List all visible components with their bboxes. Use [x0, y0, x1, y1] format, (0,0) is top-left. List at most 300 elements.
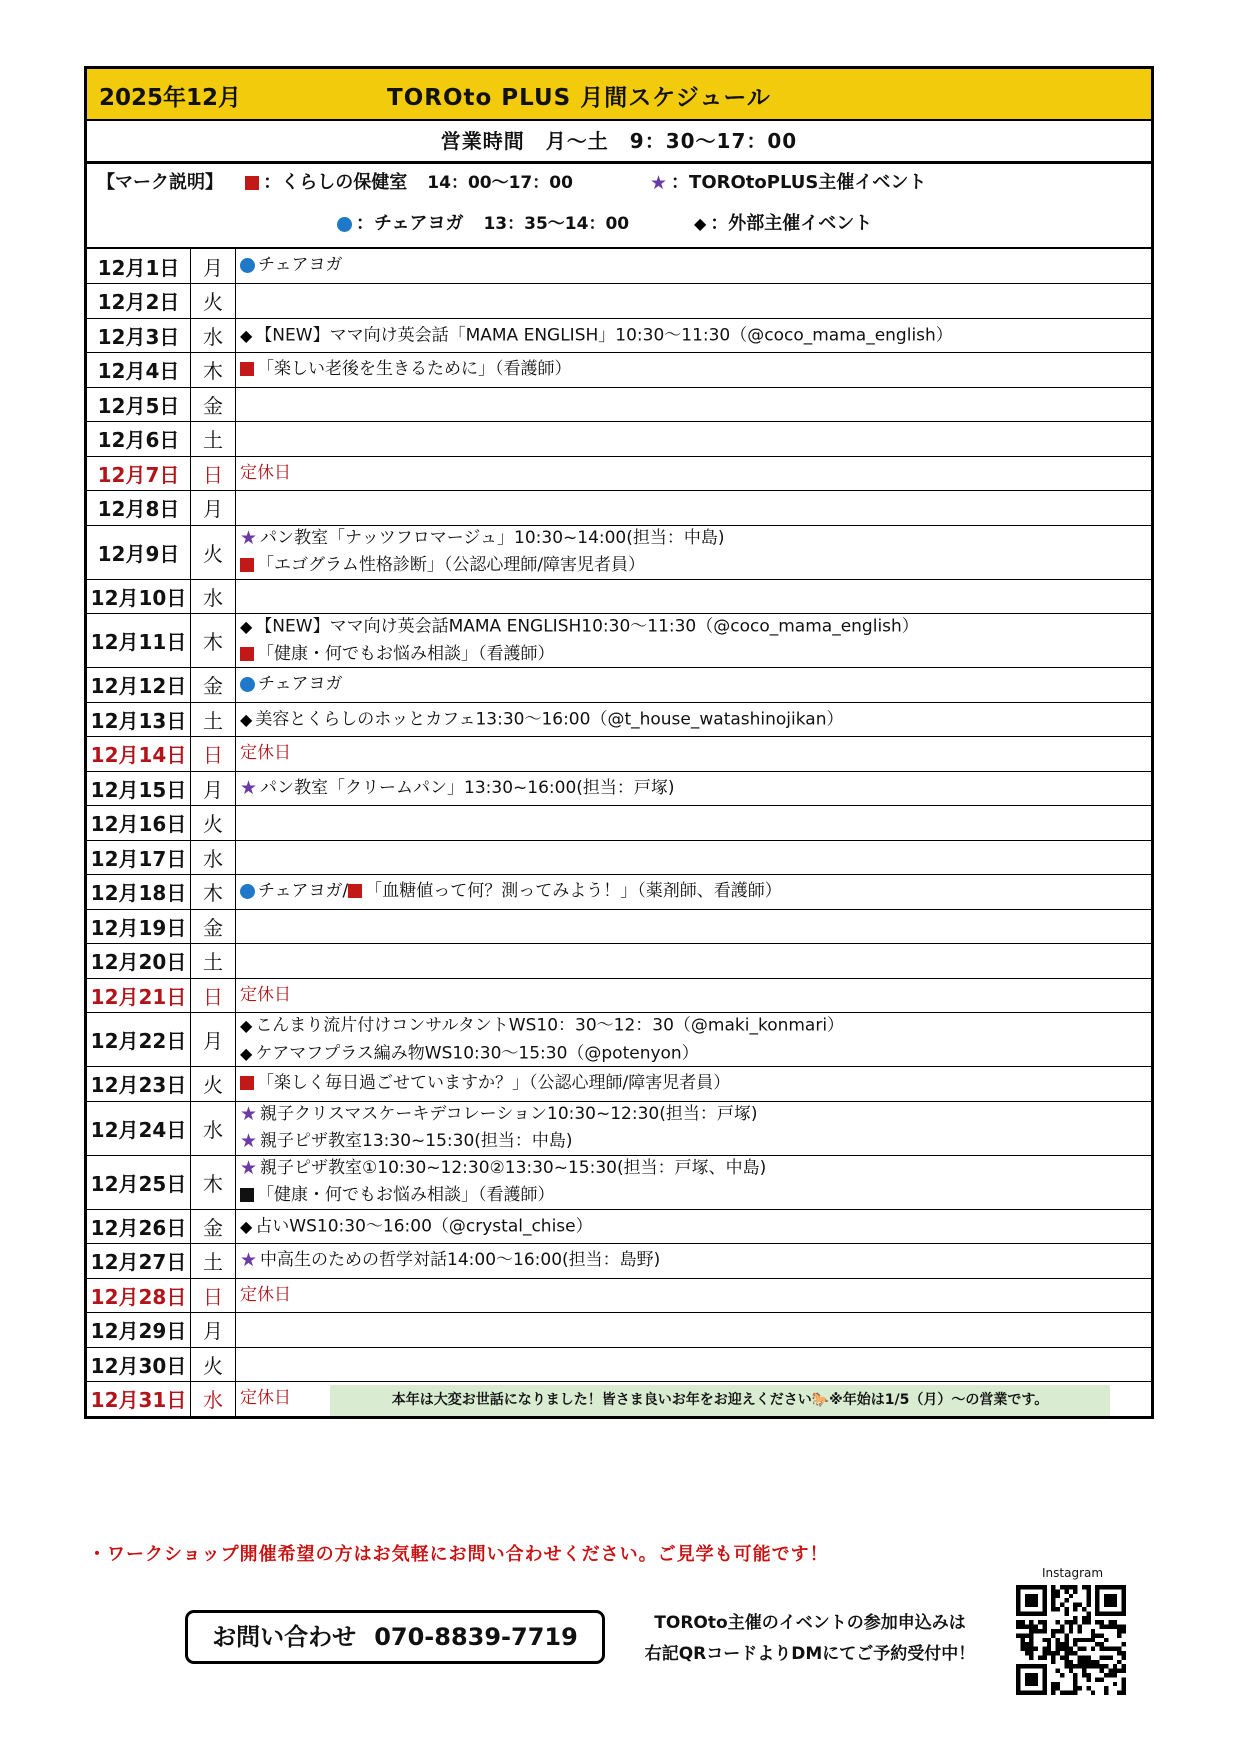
qr-module [1117, 1669, 1121, 1673]
event-text: 定休日 [240, 984, 291, 1005]
event-text: 「血糖値って何？測ってみよう！」（薬剤師、看護師） [365, 881, 782, 901]
qr-module [1086, 1594, 1090, 1598]
qr-module [1113, 1682, 1117, 1686]
qr-module [1073, 1691, 1077, 1695]
table-row [87, 525, 1151, 579]
qr-module [1051, 1651, 1055, 1655]
diamond-icon: ◆ [240, 1043, 253, 1063]
qr-module [1064, 1611, 1068, 1615]
qr-module [1060, 1585, 1064, 1589]
star-icon: ★ [240, 1103, 258, 1125]
qr-module [1122, 1642, 1126, 1646]
event-item [240, 740, 1151, 767]
diamond-icon: ◆ [240, 1216, 253, 1236]
event-text: 「楽しい老後を生きるために」（看護師） [257, 359, 572, 379]
table-row [87, 978, 1151, 1013]
row-events [236, 614, 1151, 667]
event-item [240, 1282, 1151, 1309]
qr-module [1073, 1651, 1077, 1655]
row-date: 12月28日 [87, 1279, 191, 1313]
row-weekday: 火 [191, 526, 236, 579]
row-events [236, 703, 1151, 737]
qr-module [1091, 1647, 1095, 1651]
qr-module [1020, 1647, 1024, 1651]
row-events [236, 841, 1151, 875]
row-events [236, 1156, 1151, 1209]
row-date: 12月9日 [87, 526, 191, 579]
row-events [236, 1102, 1151, 1155]
table-row [87, 456, 1151, 491]
legend-chair-yoga-time: 13：35～14：00 [483, 214, 630, 234]
event-item [240, 878, 1151, 905]
qr-module [1108, 1673, 1112, 1677]
qr-module [1038, 1629, 1042, 1633]
star-icon: ★ [240, 527, 258, 549]
qr-module [1086, 1603, 1090, 1607]
row-weekday: 金 [191, 1210, 236, 1244]
table-row [87, 874, 1151, 909]
table-row [87, 249, 1151, 283]
qr-module [1051, 1603, 1055, 1607]
qr-module [1073, 1585, 1077, 1589]
qr-module [1051, 1598, 1055, 1602]
row-events [236, 526, 1151, 579]
legend-row-1 [97, 171, 573, 195]
table-row [87, 318, 1151, 353]
legend-external-event: ：外部主催イベント [710, 213, 873, 234]
qr-module [1082, 1620, 1086, 1624]
qr-module [1064, 1691, 1068, 1695]
table-row [87, 1381, 1151, 1416]
qr-module [1091, 1691, 1095, 1695]
qr-module [1051, 1691, 1055, 1695]
qr-module [1051, 1660, 1055, 1664]
qr-module [1104, 1647, 1108, 1651]
qr-module [1069, 1625, 1073, 1629]
qr-module [1042, 1638, 1046, 1642]
event-item [240, 552, 1151, 579]
qr-module [1086, 1585, 1090, 1589]
qr-module [1051, 1594, 1055, 1598]
event-item [240, 1128, 1151, 1155]
row-date: 12月16日 [87, 806, 191, 840]
event-text: パン教室「クリームパン」13:30~16:00(担当：戸塚) [260, 777, 675, 798]
qr-module [1060, 1629, 1064, 1633]
qr-module [1117, 1647, 1121, 1651]
qr-module [1064, 1638, 1068, 1642]
row-weekday: 水 [191, 319, 236, 353]
table-row [87, 613, 1151, 667]
year-month: 2025年12月 [99, 85, 242, 111]
legend-row-2 [337, 212, 629, 236]
qr-module [1082, 1647, 1086, 1651]
qr-module [1056, 1651, 1060, 1655]
row-date: 12月3日 [87, 319, 191, 353]
row-date: 12月7日 [87, 457, 191, 491]
qr-module [1100, 1647, 1104, 1651]
qr-module [1064, 1585, 1068, 1589]
qr-module [1051, 1589, 1055, 1593]
table-row [87, 943, 1151, 978]
event-text: 美容とくらしのホッとカフェ13:30～16:00（@t_house_watashinojikan） [255, 709, 844, 729]
qr-module [1108, 1647, 1112, 1651]
qr-module [1020, 1625, 1024, 1629]
qr-module [1056, 1682, 1060, 1686]
info-line-1: TOROto主催のイベントの参加申込みは [654, 1613, 966, 1633]
row-weekday: 木 [191, 614, 236, 667]
qr-module [1025, 1647, 1029, 1651]
qr-module [1029, 1638, 1033, 1642]
event-text: 親子クリスマスケーキデコレーション10:30~12:30(担当：戸塚) [260, 1104, 758, 1124]
qr-module [1104, 1664, 1108, 1668]
qr-module [1020, 1633, 1024, 1637]
business-hours: 営業時間 月～土 9：30～17：00 [87, 121, 1151, 164]
star-icon: ★ [240, 1130, 258, 1152]
table-row [87, 1012, 1151, 1066]
qr-module [1029, 1651, 1033, 1655]
qr-module [1020, 1620, 1024, 1624]
qr-module [1082, 1585, 1086, 1589]
row-date: 12月13日 [87, 703, 191, 737]
qr-module [1100, 1677, 1104, 1681]
legend-own-event: ：TOROtoPLUS主催イベント [671, 172, 927, 193]
event-text: チェアヨガ [258, 674, 343, 694]
event-item [240, 671, 1151, 698]
row-date: 12月6日 [87, 422, 191, 456]
event-text: 定休日 [240, 743, 291, 763]
qr-module [1025, 1642, 1029, 1646]
row-events [236, 1244, 1151, 1278]
qr-module [1060, 1642, 1064, 1646]
qr-module [1104, 1625, 1108, 1629]
table-row [87, 702, 1151, 737]
qr-module [1060, 1647, 1064, 1651]
row-date: 12月25日 [87, 1156, 191, 1209]
dot-icon [337, 217, 352, 232]
qr-module [1051, 1585, 1055, 1589]
qr-module [1086, 1638, 1090, 1642]
qr-module [1073, 1607, 1077, 1611]
qr-module [1025, 1594, 1038, 1607]
event-text: 定休日 [240, 1284, 291, 1305]
row-weekday: 水 [191, 841, 236, 875]
legend-label: 【マーク説明】 [97, 172, 223, 193]
qr-module [1082, 1673, 1086, 1677]
row-date: 12月2日 [87, 284, 191, 318]
table-row [87, 1278, 1151, 1313]
qr-module [1042, 1651, 1046, 1655]
event-item [240, 1247, 1151, 1274]
qr-module [1086, 1616, 1090, 1620]
qr-module [1042, 1625, 1046, 1629]
qr-module [1122, 1629, 1126, 1633]
qr-module [1042, 1647, 1046, 1651]
qr-module [1051, 1629, 1055, 1633]
row-weekday: 月 [191, 772, 236, 806]
row-weekday: 水 [191, 580, 236, 614]
qr-module [1117, 1691, 1121, 1695]
row-date: 12月30日 [87, 1348, 191, 1382]
year-end-greeting: 本年は大変お世話になりました！皆さま良いお年をお迎えください🐎※年始は1/5（月）～の営業です。 [330, 1385, 1110, 1416]
qr-module [1029, 1629, 1033, 1633]
row-events [236, 491, 1151, 525]
table-row [87, 490, 1151, 525]
row-date: 12月31日 [87, 1382, 191, 1416]
dot-icon [240, 258, 255, 273]
row-date: 12月19日 [87, 910, 191, 944]
qr-module [1073, 1589, 1077, 1593]
qr-module [1100, 1620, 1104, 1624]
qr-module [1091, 1638, 1095, 1642]
qr-module [1100, 1669, 1104, 1673]
row-weekday: 水 [191, 1102, 236, 1155]
qr-module [1029, 1642, 1033, 1646]
qr-module [1073, 1682, 1077, 1686]
row-date: 12月14日 [87, 737, 191, 771]
qr-module [1122, 1686, 1126, 1690]
qr-module [1122, 1677, 1126, 1681]
qr-module [1078, 1647, 1082, 1651]
event-item [240, 982, 1151, 1009]
table-row [87, 1155, 1151, 1209]
qr-module [1060, 1625, 1064, 1629]
table-row [87, 1312, 1151, 1347]
table-row [87, 579, 1151, 614]
qr-module [1064, 1589, 1068, 1593]
row-events [236, 580, 1151, 614]
event-item [240, 525, 1151, 552]
row-events [236, 979, 1151, 1013]
row-date: 12月18日 [87, 875, 191, 909]
qr-module [1113, 1664, 1117, 1668]
qr-module [1108, 1620, 1112, 1624]
row-date: 12月5日 [87, 388, 191, 422]
qr-module [1025, 1673, 1038, 1686]
row-weekday: 土 [191, 944, 236, 978]
table-row [87, 1066, 1151, 1101]
qr-module [1056, 1629, 1060, 1633]
qr-module [1082, 1664, 1086, 1668]
qr-module [1086, 1611, 1090, 1615]
diamond-icon: ◆ [240, 709, 253, 729]
row-weekday: 日 [191, 737, 236, 771]
row-date: 12月11日 [87, 614, 191, 667]
row-weekday: 土 [191, 703, 236, 737]
qr-module [1047, 1651, 1051, 1655]
star-icon: ★ [240, 1157, 258, 1179]
qr-module [1020, 1638, 1024, 1642]
page-title: TOROto PLUS 月間スケジュール [387, 85, 771, 111]
qr-module [1100, 1642, 1104, 1646]
table-row [87, 736, 1151, 771]
contact-label: お問い合わせ [212, 1623, 357, 1651]
qr-module [1086, 1677, 1090, 1681]
dot-icon [240, 677, 255, 692]
row-events [236, 737, 1151, 771]
qr-module [1038, 1655, 1042, 1659]
row-events [236, 875, 1151, 909]
row-events [236, 1013, 1151, 1066]
event-text: 【NEW】ママ向け英会話「MAMA ENGLISH」10:30～11:30（@coco_mama_english） [255, 325, 953, 345]
qr-module [1069, 1620, 1073, 1624]
event-text: チェアヨガ/ [258, 881, 349, 901]
qr-module [1056, 1642, 1060, 1646]
qr-module [1064, 1620, 1068, 1624]
table-row [87, 1101, 1151, 1155]
qr-module [1056, 1686, 1060, 1690]
legend-own-event-row [650, 171, 926, 195]
qr-module [1064, 1598, 1068, 1602]
qr-module [1069, 1691, 1073, 1695]
qr-module [1104, 1686, 1108, 1690]
row-events [236, 1067, 1151, 1101]
row-events [236, 1210, 1151, 1244]
row-date: 12月27日 [87, 1244, 191, 1278]
qr-module [1122, 1691, 1126, 1695]
event-text: 親子ピザ教室①10:30~12:30②13:30~15:30(担当：戸塚、中島) [260, 1158, 767, 1178]
instagram-label: Instagram [1042, 1566, 1104, 1580]
row-events [236, 806, 1151, 840]
qr-module [1069, 1669, 1073, 1673]
qr-module [1060, 1655, 1064, 1659]
table-row [87, 667, 1151, 702]
event-text: 「楽しく毎日過ごせていますか？」（公認心理師/障害児者員） [257, 1073, 731, 1093]
row-date: 12月10日 [87, 580, 191, 614]
title-bar [87, 69, 1151, 121]
row-events [236, 1279, 1151, 1313]
event-text: 親子ピザ教室13:30~15:30(担当：中島) [260, 1131, 573, 1151]
qr-module [1038, 1620, 1042, 1624]
qr-module [1029, 1620, 1033, 1624]
row-events [236, 1313, 1151, 1347]
row-weekday: 金 [191, 388, 236, 422]
qr-module [1029, 1647, 1033, 1651]
row-weekday: 火 [191, 1348, 236, 1382]
row-date: 12月20日 [87, 944, 191, 978]
diamond-icon: ◆ [240, 1016, 253, 1035]
qr-module [1117, 1660, 1121, 1664]
table-row [87, 387, 1151, 422]
row-weekday: 日 [191, 979, 236, 1013]
table-row [87, 283, 1151, 318]
row-date: 12月15日 [87, 772, 191, 806]
event-item [240, 1101, 1151, 1128]
qr-module [1104, 1655, 1108, 1659]
row-events [236, 422, 1151, 456]
row-date: 12月22日 [87, 1013, 191, 1066]
qr-module [1078, 1655, 1082, 1659]
event-item [240, 252, 1151, 279]
legend-health-room: ：くらしの保健室 [263, 172, 408, 193]
qr-module [1117, 1629, 1121, 1633]
qr-module [1082, 1616, 1086, 1620]
diamond-icon: ◆ [240, 325, 253, 345]
row-weekday: 土 [191, 422, 236, 456]
qr-module [1051, 1655, 1055, 1659]
square-icon [240, 1076, 254, 1090]
row-date: 12月4日 [87, 353, 191, 387]
qr-module [1073, 1677, 1077, 1681]
qr-module [1100, 1664, 1104, 1668]
qr-module [1113, 1647, 1117, 1651]
qr-module [1029, 1625, 1033, 1629]
qr-module [1047, 1642, 1051, 1646]
qr-module [1122, 1655, 1126, 1659]
qr-module [1064, 1607, 1068, 1611]
row-weekday: 月 [191, 1013, 236, 1066]
qr-module [1122, 1651, 1126, 1655]
row-weekday: 土 [191, 1244, 236, 1278]
table-row [87, 909, 1151, 944]
qr-module [1060, 1691, 1064, 1695]
qr-module [1082, 1638, 1086, 1642]
qr-module [1064, 1642, 1068, 1646]
qr-module [1078, 1664, 1082, 1668]
row-date: 12月12日 [87, 668, 191, 702]
qr-module [1056, 1594, 1060, 1598]
table-row [87, 1347, 1151, 1382]
qr-module [1042, 1629, 1046, 1633]
qr-module [1020, 1642, 1024, 1646]
contact-box [185, 1610, 605, 1664]
qr-module [1069, 1651, 1073, 1655]
qr-module [1073, 1616, 1077, 1620]
table-row [87, 771, 1151, 806]
table-row [87, 352, 1151, 387]
qr-module [1091, 1660, 1095, 1664]
qr-module [1056, 1589, 1060, 1593]
event-item [240, 775, 1151, 802]
row-weekday: 日 [191, 457, 236, 491]
qr-module [1078, 1629, 1082, 1633]
qr-module [1086, 1664, 1090, 1668]
qr-module [1069, 1629, 1073, 1633]
qr-module [1104, 1691, 1108, 1695]
qr-module [1064, 1633, 1068, 1637]
row-events [236, 284, 1151, 318]
qr-module [1073, 1638, 1077, 1642]
qr-module [1078, 1686, 1082, 1690]
qr-module [1100, 1633, 1104, 1637]
qr-module [1051, 1633, 1055, 1637]
qr-module [1073, 1642, 1077, 1646]
qr-module [1086, 1598, 1090, 1602]
row-events [236, 772, 1151, 806]
qr-module [1047, 1638, 1051, 1642]
qr-module [1064, 1655, 1068, 1659]
event-text: 中高生のための哲学対話14:00～16:00(担当：島野) [260, 1250, 661, 1270]
row-date: 12月29日 [87, 1313, 191, 1347]
qr-module [1069, 1594, 1073, 1598]
qr-module [1086, 1620, 1090, 1624]
qr-module [1113, 1625, 1117, 1629]
event-item [240, 1155, 1151, 1182]
qr-module [1091, 1629, 1095, 1633]
qr-module [1108, 1655, 1112, 1659]
qr-code-icon[interactable] [1016, 1585, 1126, 1695]
qr-module [1060, 1603, 1064, 1607]
qr-module [1051, 1607, 1055, 1611]
qr-module [1056, 1647, 1060, 1651]
qr-module [1078, 1638, 1082, 1642]
qr-module [1069, 1664, 1073, 1668]
square-icon [245, 176, 259, 190]
table-row [87, 1243, 1151, 1278]
row-date: 12月8日 [87, 491, 191, 525]
row-weekday: 木 [191, 353, 236, 387]
qr-module [1113, 1669, 1117, 1673]
diamond-icon: ◆ [694, 214, 707, 233]
